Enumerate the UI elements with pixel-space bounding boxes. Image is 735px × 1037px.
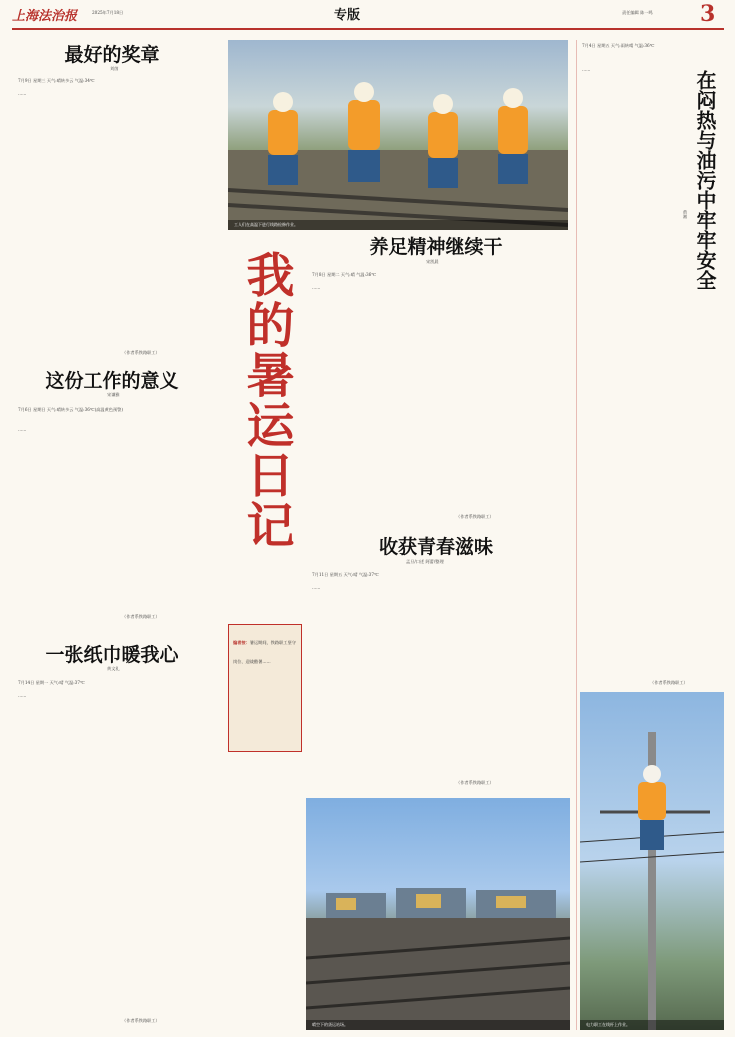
editor-note [228,624,302,752]
article-title: 养足精神继续干 [369,236,503,258]
article-tissue [12,640,220,1032]
article-signoff: （作者系铁路职工） [456,780,494,785]
bottom-photo [306,798,570,1030]
editor-note-label: 编者按： [233,640,250,645]
article-author: 刘茵 [110,66,119,71]
top-photo [228,40,568,230]
right-column-rule [576,40,577,1030]
article-signoff: （作者系铁路职工） [122,1018,160,1023]
article-meta: 7月6日 星期日 天气:晴转多云 气温:36℃(高温黄色预警) [18,407,123,412]
photo-caption: 晴空下的货运站场。 [306,1020,570,1030]
article-body: …… [18,91,27,96]
article-title: 收获青春滋味 [378,536,493,558]
article-author: 宋谦雅 [107,392,120,397]
railyard-illustration [306,798,570,1030]
page-number: 3 [700,1,716,27]
article-body: …… [18,693,27,698]
article-meta: 7月11日 星期五 天气:晴 气温:37℃ [312,572,379,577]
section-label: 专版 [334,8,361,23]
article-keep-spirit [306,232,572,522]
article-harvest-youth [306,532,572,792]
article-safety [580,40,728,690]
article-title: 最好的奖章 [64,44,160,66]
newspaper-logo: 上海法治报 [12,9,78,24]
feature-title: 我的暑运日记 [238,250,294,550]
article-author: 黄文礼 [107,666,120,671]
article-title: 这份工作的意义 [45,370,179,392]
article-meta: 7月9日 星期三 天气:晴转多云 气温:34℃ [18,78,95,83]
article-author: 黄湘 [683,210,688,219]
editor-credit: 责任编辑 陈一鸣 [622,10,653,15]
photo-caption: 工人们在高温下进行线路检修作业。 [228,220,568,230]
article-signoff: （作者系铁路职工） [122,350,160,355]
article-body: …… [18,427,27,432]
article-signoff: （作者系铁路职工） [650,680,688,685]
masthead-rule [12,28,724,30]
article-body: …… [312,285,321,290]
article-signoff: （作者系铁路职工） [456,514,494,519]
article-best-medal [12,40,220,360]
article-meta: 7月8日 星期二 天气:晴 气温:36℃ [312,272,377,277]
article-body: …… [582,67,591,72]
article-job-meaning [12,366,220,626]
editor-note-text: 暑运期间，铁路职工坚守岗位、迎战酷暑…… [233,640,296,664]
masthead [12,1,724,38]
article-body-cont [582,302,726,680]
article-title: 在闷热与油污中牢牢安全 [693,70,717,290]
issue-date: 2025年7月18日 [92,10,124,15]
workers-illustration [228,40,568,230]
photo-caption: 电力职工在线杆上作业。 [580,1020,724,1030]
article-meta: 7月14日 星期一 天气:晴 气温:37℃ [18,680,85,685]
article-author: 孟旦/口述 阿蕾/整理 [406,559,444,564]
article-author: 宋凯晨 [426,259,439,264]
article-title: 一张纸巾暖我心 [45,644,179,666]
article-signoff: （作者系铁路职工） [122,614,160,619]
lineworker-illustration [580,692,724,1030]
article-meta: 7月4日 星期五 天气:雨转晴 气温:36℃ [582,43,655,48]
article-body: …… [312,585,321,590]
right-photo [580,692,724,1030]
